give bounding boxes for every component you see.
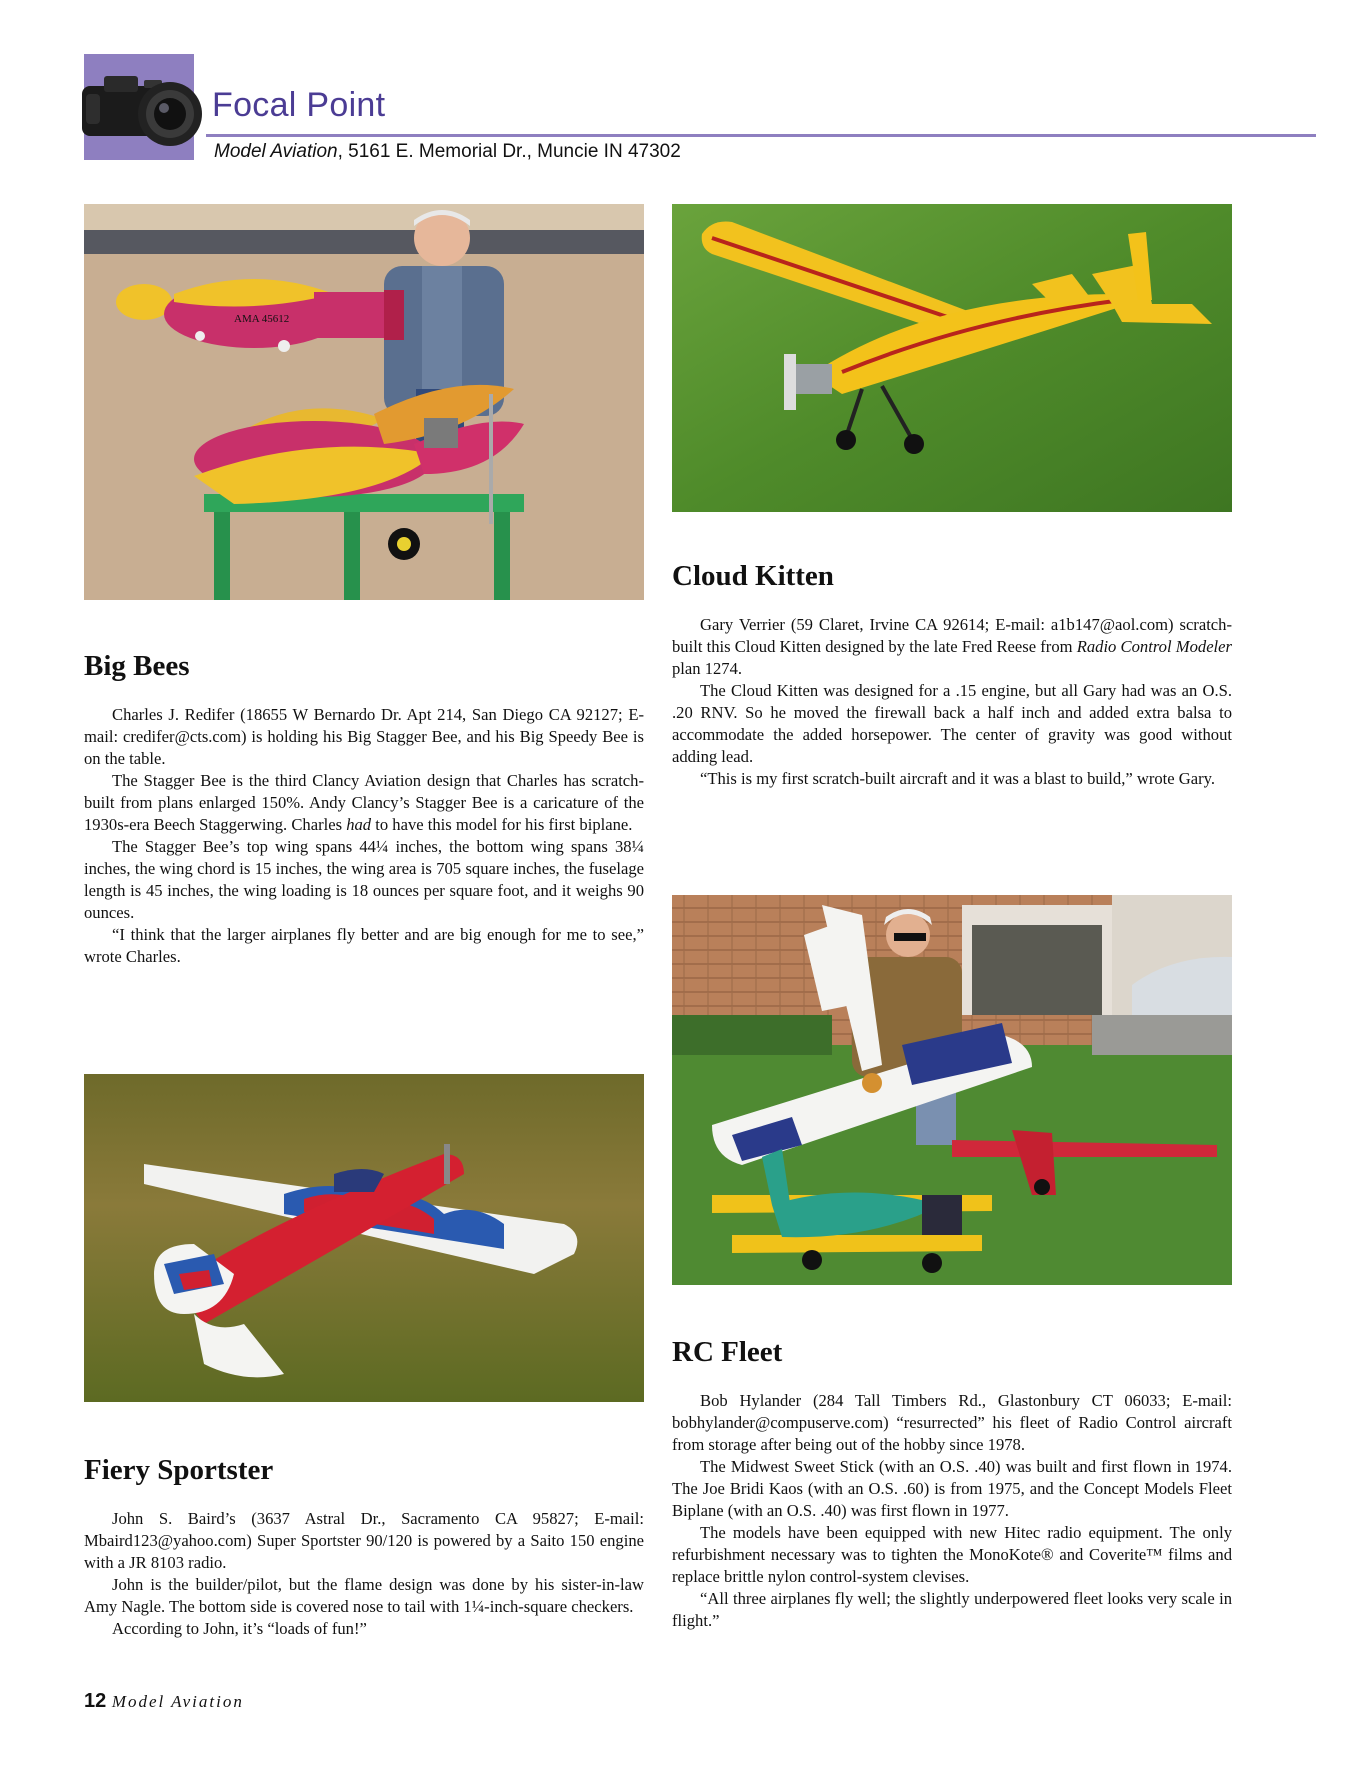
big-bees-photo (84, 204, 644, 600)
paragraph (672, 614, 1232, 680)
paragraph: The Midwest Sweet Stick (with an O.S. .40) was built and first flown in 1974. The Joe Bridi Kaos (with an O.S. .60) is from 1975, and the Concept Models Fleet Biplane (with an O.S. .40) was first flown in 1977. (672, 1457, 1232, 1520)
paragraph: John is the builder/pilot, but the flame design was done by his sister-in-law Amy Nagle. The bottom side is covered nose to tail with 1¼-inch-square checkers. (84, 1575, 644, 1616)
cloud-kitten-body (672, 614, 1232, 790)
cloud-kitten-photo (672, 204, 1232, 512)
header-rule (206, 134, 1316, 137)
address-text: , 5161 E. Memorial Dr., Muncie IN 47302 (337, 141, 681, 162)
paragraph-text: The Stagger Bee is the third Clancy Aviation design that Charles has scratch-built from plans enlarged 150%. Andy Clancy’s Stagger Bee is a caricature of the 1930s-era Beech Staggerwing. Charles (84, 771, 644, 834)
magazine-name: Model Aviation (214, 141, 338, 162)
rc-fleet-photo (672, 895, 1232, 1285)
paragraph: “All three airplanes fly well; the slightly underpowered fleet looks very scale in flight.” (672, 1589, 1232, 1630)
paragraph-text: plan 1274. (672, 659, 743, 678)
fiery-sportster-body (84, 1508, 644, 1640)
paragraph: John S. Baird’s (3637 Astral Dr., Sacramento CA 95827; E-mail: Mbaird123@yahoo.com) Super Sportster 90/120 is powered by a Saito 150 engine with a JR 8103 radio. (84, 1509, 644, 1572)
paragraph: The models have been equipped with new Hitec radio equipment. The only refurbishment necessary was to tighten the MonoKote® and Coverite™ films and replace brittle nylon control-system clevises. (672, 1523, 1232, 1586)
page-footer (84, 1690, 244, 1713)
paragraph: Charles J. Redifer (18655 W Bernardo Dr. Apt 214, San Diego CA 92127; E-mail: credifer@cts.com) is holding his Big Stagger Bee, and his Big Speedy Bee is on the table. (84, 705, 644, 768)
cloud-kitten-heading: Cloud Kitten (672, 560, 834, 592)
paragraph: The Cloud Kitten was designed for a .15 engine, but all Gary had was an O.S. .20 RNV. So he moved the firewall back a half inch and added extra balsa to accommodate the added horsepower. The center of gravity was good without adding lead. (672, 681, 1232, 766)
big-bees-heading: Big Bees (84, 650, 190, 682)
fiery-sportster-heading: Fiery Sportster (84, 1454, 274, 1486)
paragraph (84, 770, 644, 836)
paragraph: “This is my first scratch-built aircraft and it was a blast to build,” wrote Gary. (700, 769, 1216, 788)
paragraph-text: to have this model for his first biplane. (371, 815, 633, 834)
paragraph: According to John, it’s “loads of fun!” (112, 1619, 367, 1638)
rc-fleet-body (672, 1390, 1232, 1632)
publication-name: Radio Control Modeler (1076, 637, 1232, 656)
paragraph: The Stagger Bee’s top wing spans 44¼ inches, the bottom wing spans 38¼ inches, the wing chord is 15 inches, the wing area is 705 square inches, the fuselage length is 45 inches, the wing loading is 18 ounces per square foot, and it weighs 90 ounces. (84, 837, 644, 922)
footer-magazine-name: Model Aviation (111, 1692, 244, 1711)
rc-fleet-heading: RC Fleet (672, 1336, 783, 1368)
magazine-address (214, 141, 681, 163)
page-number: 12 (84, 1690, 107, 1712)
big-bees-body (84, 704, 644, 968)
paragraph-text: Gary Verrier (59 Claret, Irvine CA 92614; E-mail: a1b147@aol.com) scratch-built this Cloud Kitten designed by the late Fred Reese from (672, 615, 1232, 656)
paragraph: “I think that the larger airplanes fly better and are big enough for me to see,” wrote Charles. (84, 925, 644, 966)
plane-registration: AMA 45612 (234, 313, 290, 325)
emphasis: had (346, 815, 372, 834)
fiery-sportster-photo (84, 1074, 644, 1402)
paragraph: Bob Hylander (284 Tall Timbers Rd., Glastonbury CT 06033; E-mail: bobhylander@compuserve.com) “resurrected” his fleet of Radio Control aircraft from storage after being out of the hobby since 1978. (672, 1391, 1232, 1454)
camera-icon (74, 64, 214, 150)
section-title: Focal Point (212, 86, 386, 124)
